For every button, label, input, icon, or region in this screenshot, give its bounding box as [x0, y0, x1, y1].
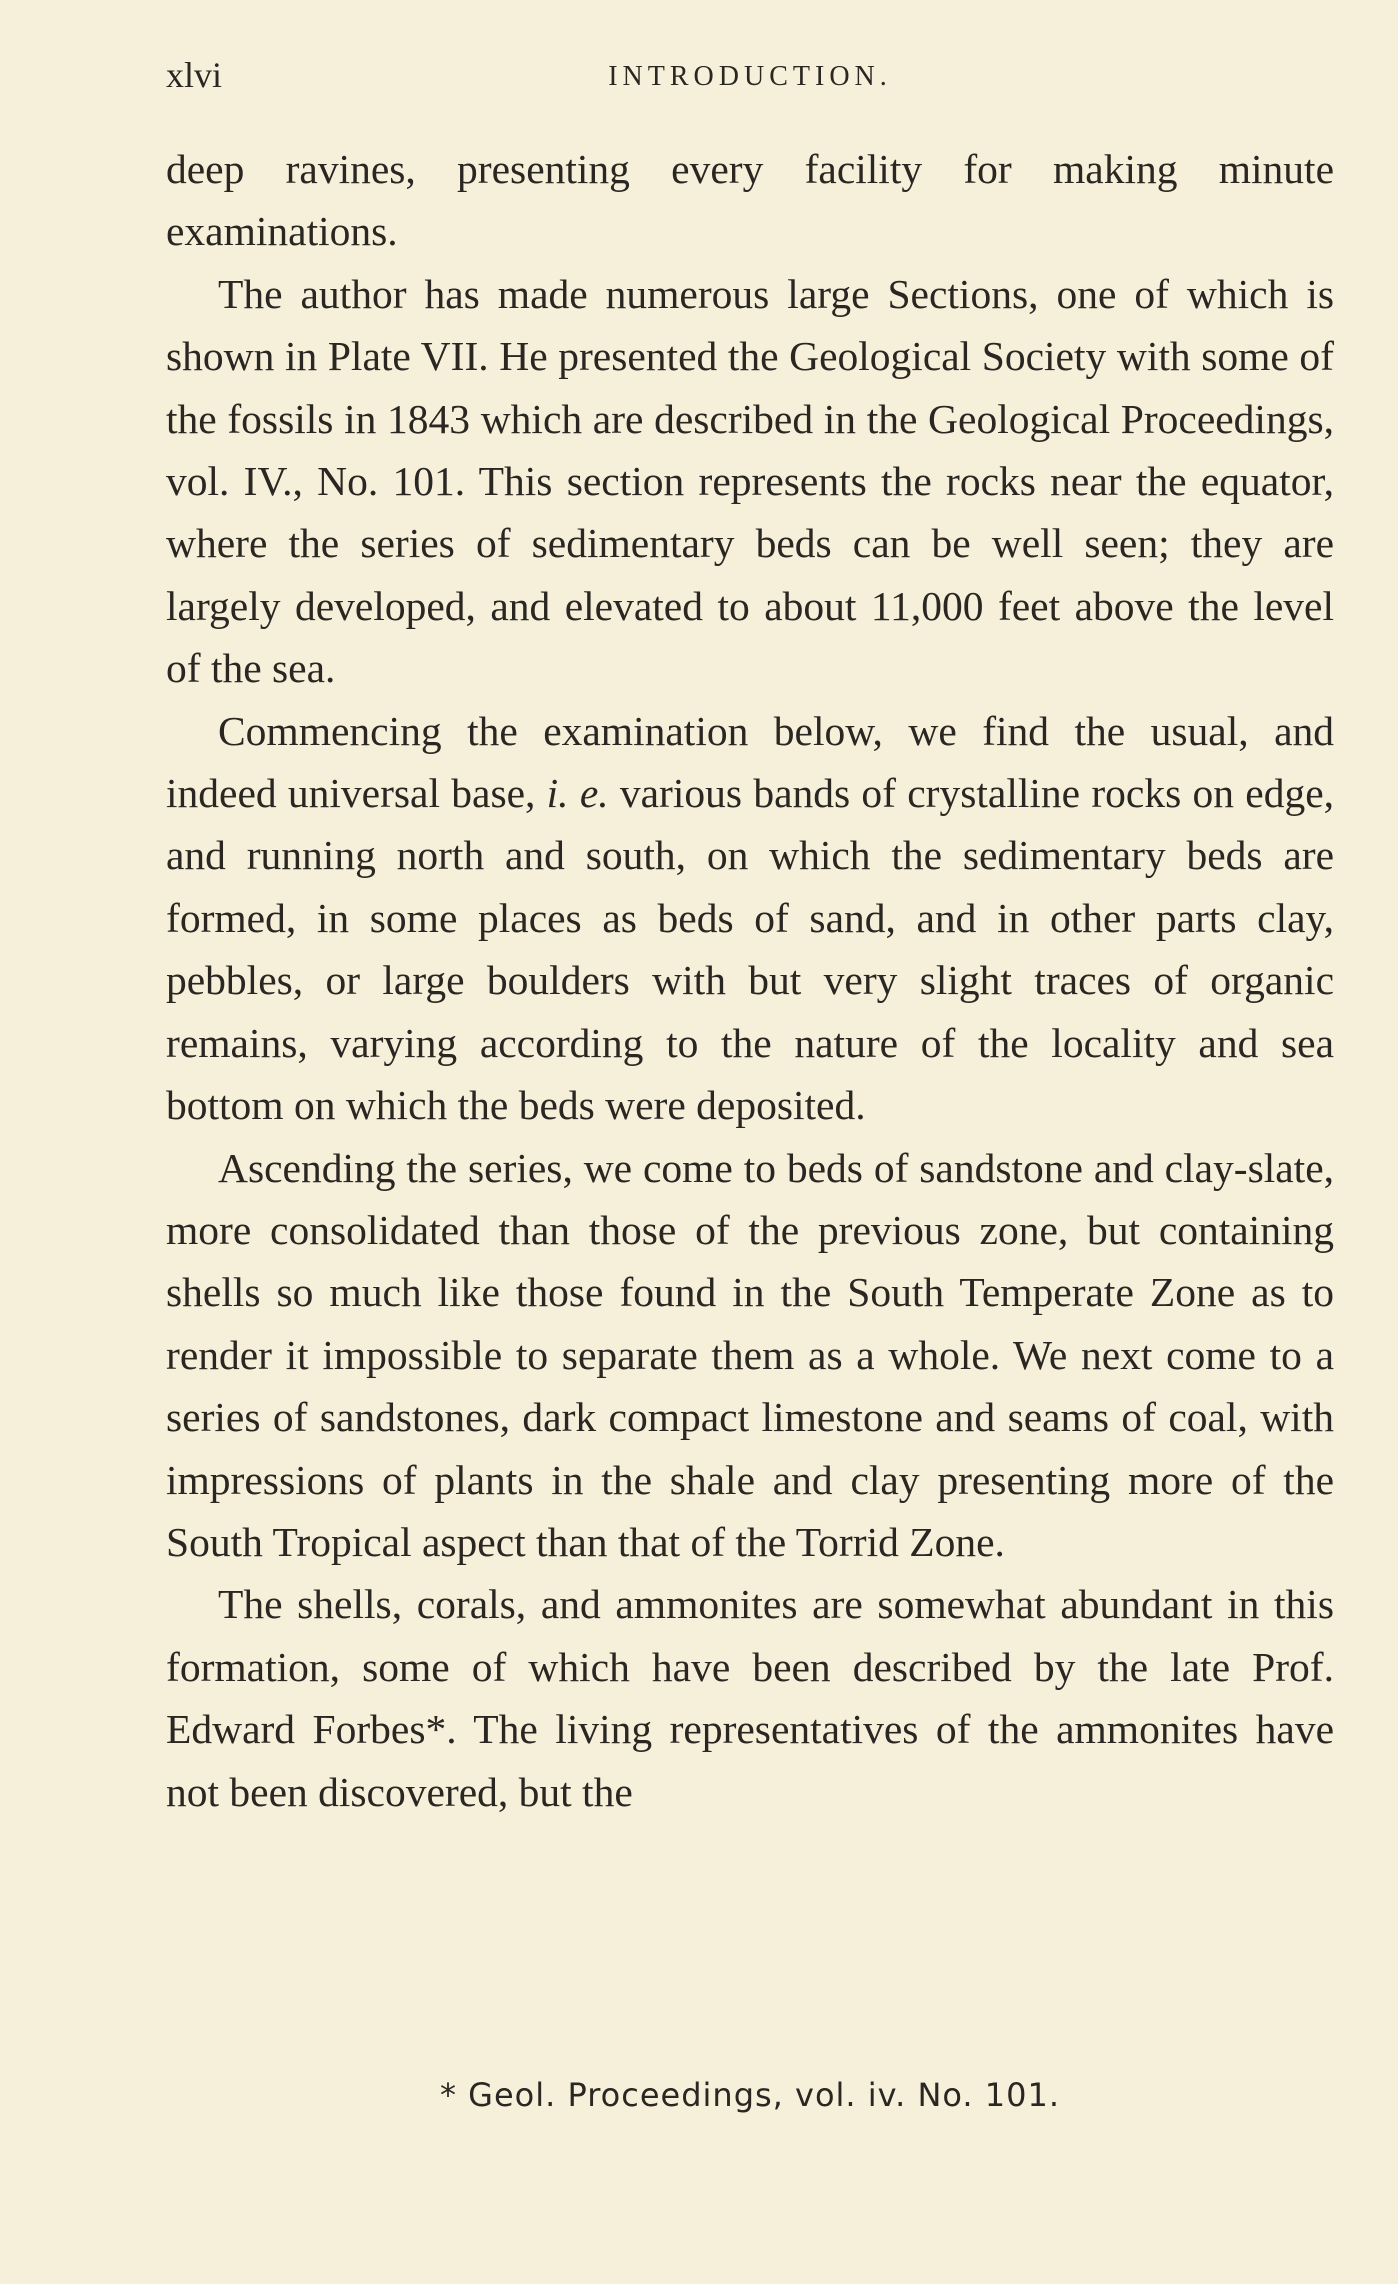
running-title: INTRODUCTION.	[608, 61, 892, 92]
paragraph-continued: deep ravines, presenting every facility for making minute examinations.	[166, 146, 1334, 255]
paragraph-commencing-rest: various bands of crystalline rocks on edge, and running north and south, on which the sedimentary beds are formed, in some places as beds of sand, and in other parts clay, pebbles, or large boulders with but very slight traces of organic remains, varying according to the nature of the locality and sea bottom on which the beds were deposited.	[166, 770, 1334, 1129]
paragraph-commencing-start: Commencing the examination below, we find the usual, and indeed universal base,	[166, 707, 1334, 817]
paragraph-commencing	[166, 700, 1334, 1137]
paragraph-ascending: Ascending the series, we come to beds of sandstone and clay-slate, more consolidated than those of the previous zone, but containing shells so much like those found in the South Temperate Zone as to render it impossible to separate them as a whole. We next come to a series of sandstones, dark compact limestone and seams of coal, with impressions of plants in the shale and clay presenting more of the South Tropical aspect than that of the Torrid Zone.	[166, 1144, 1334, 1565]
paragraph-shells: The shells, corals, and ammonites are somewhat abundant in this formation, some of which have been described by the late Prof. Edward Forbes*. The living representatives of the ammonites have not been discovered, but the	[166, 1581, 1334, 1815]
footnote: * Geol. Proceedings, vol. iv. No. 101.	[440, 2076, 1060, 2114]
page-number: xlvi	[166, 55, 223, 95]
paragraph-sections: The author has made numerous large Sections, one of which is shown in Plate VII. He presented the Geological Society with some of the fossils in 1843 which are described in the Geological Proceedings, vol. IV., No. 101. This section represents the rocks near the equator, where the series of sedimentary beds can be well seen; they are largely developed, and elevated to about 11,000 feet above the level of the sea.	[166, 270, 1334, 692]
italic-ie: i. e.	[546, 770, 609, 817]
running-head	[166, 50, 1334, 100]
body-text	[166, 138, 1334, 1823]
